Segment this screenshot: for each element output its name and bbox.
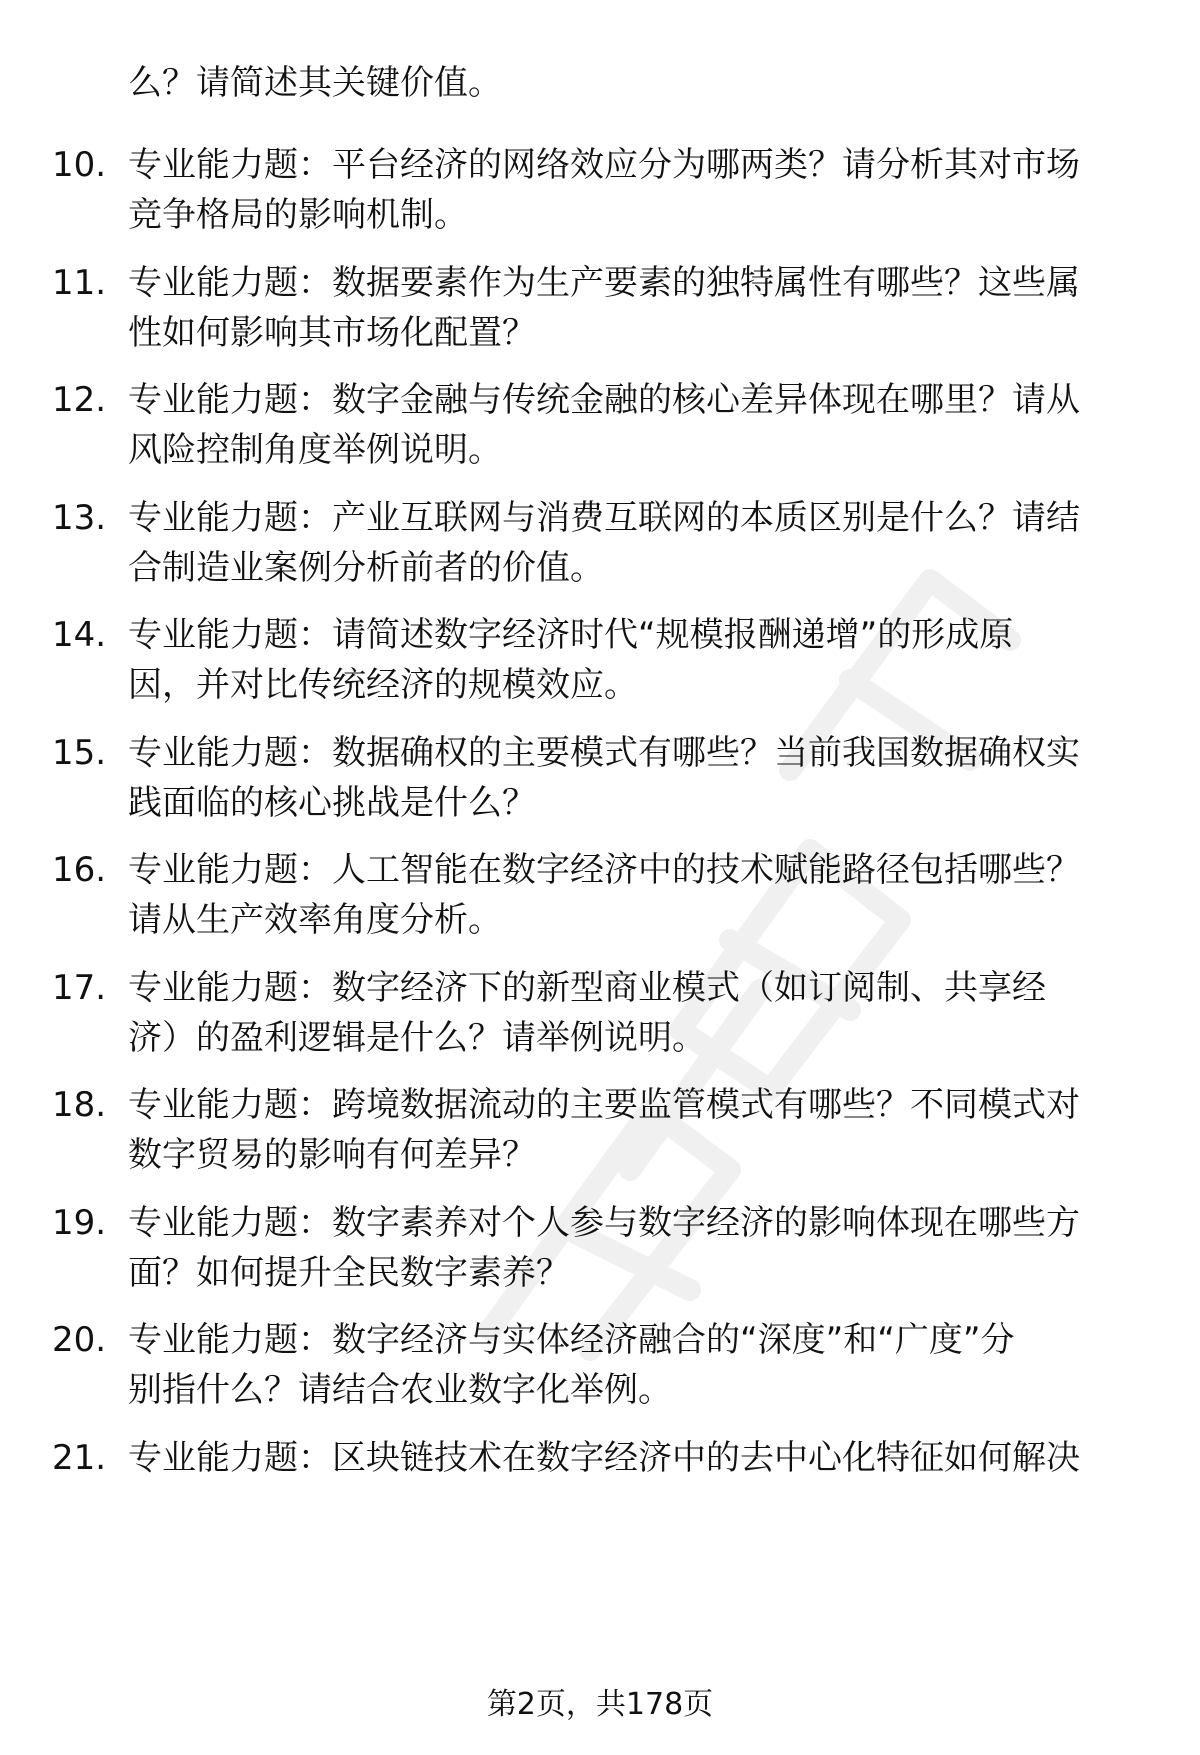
item-number: 20. bbox=[52, 1320, 107, 1360]
item-number: 18. bbox=[52, 1085, 107, 1125]
list-item bbox=[0, 140, 1200, 250]
list-item bbox=[0, 375, 1200, 485]
item-text-line-1: 专业能力题：区块链技术在数字经济中的去中心化特征如何解决 bbox=[128, 1438, 1080, 1478]
item-number: 10. bbox=[52, 145, 107, 185]
item-text-line-1: 专业能力题：跨境数据流动的主要监管模式有哪些？不同模式对 bbox=[128, 1085, 1080, 1125]
item-text-line-1: 专业能力题：数据要素作为生产要素的独特属性有哪些？这些属 bbox=[128, 263, 1080, 303]
item-number: 11. bbox=[52, 263, 107, 303]
page-footer: 第2页，共178页 bbox=[486, 1687, 714, 1722]
list-item bbox=[0, 258, 1200, 368]
item-text-line-2: 面？如何提升全民数字素养？ bbox=[128, 1253, 570, 1293]
list-item bbox=[0, 1315, 1200, 1425]
list-item bbox=[0, 963, 1200, 1073]
list-item bbox=[0, 1080, 1200, 1190]
item-number: 19. bbox=[52, 1203, 107, 1243]
item-number: 14. bbox=[52, 615, 107, 655]
item-text-line-2: 济）的盈利逻辑是什么？请举例说明。 bbox=[128, 1018, 706, 1058]
item-text-line-2: 风险控制角度举例说明。 bbox=[128, 430, 502, 470]
item-text-line-1: 专业能力题：数字经济与实体经济融合的“深度”和“广度”分 bbox=[128, 1320, 1015, 1360]
item-text-line-1: 专业能力题：人工智能在数字经济中的技术赋能路径包括哪些？ bbox=[128, 850, 1080, 890]
list-item bbox=[0, 1198, 1200, 1308]
list-item bbox=[0, 610, 1200, 720]
list-item bbox=[0, 493, 1200, 603]
item-text-line-1: 专业能力题：数据确权的主要模式有哪些？当前我国数据确权实 bbox=[128, 733, 1080, 773]
list-item bbox=[0, 728, 1200, 838]
item-text-line-2: 别指什么？请结合农业数字化举例。 bbox=[128, 1370, 672, 1410]
item-number: 16. bbox=[52, 850, 107, 890]
item-text-line-2: 因，并对比传统经济的规模效应。 bbox=[128, 665, 638, 705]
item-number: 12. bbox=[52, 380, 107, 420]
item-number: 17. bbox=[52, 968, 107, 1008]
item-text-line-2: 合制造业案例分析前者的价值。 bbox=[128, 548, 604, 588]
item-text-line-1: 专业能力题：数字金融与传统金融的核心差异体现在哪里？请从 bbox=[128, 380, 1080, 420]
item-text-line-1: 专业能力题：产业互联网与消费互联网的本质区别是什么？请结 bbox=[128, 498, 1080, 538]
item-number: 15. bbox=[52, 733, 107, 773]
item-text-line-2: 数字贸易的影响有何差异？ bbox=[128, 1135, 536, 1175]
item-text-line-2: 践面临的核心挑战是什么？ bbox=[128, 783, 536, 823]
list-item bbox=[0, 845, 1200, 955]
item-number: 21. bbox=[52, 1438, 107, 1478]
item-number: 13. bbox=[52, 498, 107, 538]
item-text-line-2: 性如何影响其市场化配置？ bbox=[128, 313, 536, 353]
list-item bbox=[0, 1433, 1200, 1543]
continuation-line: 么？请简述其关键价值。 bbox=[128, 63, 502, 103]
item-text-line-1: 专业能力题：数字经济下的新型商业模式（如订阅制、共享经 bbox=[128, 968, 1046, 1008]
item-text-line-1: 专业能力题：请简述数字经济时代“规模报酬递增”的形成原 bbox=[128, 615, 1014, 655]
item-text-line-2: 竞争格局的影响机制。 bbox=[128, 195, 468, 235]
item-text-line-2: 请从生产效率角度分析。 bbox=[128, 900, 502, 940]
item-text-line-1: 专业能力题：数字素养对个人参与数字经济的影响体现在哪些方 bbox=[128, 1203, 1080, 1243]
item-text-line-1: 专业能力题：平台经济的网络效应分为哪两类？请分析其对市场 bbox=[128, 145, 1080, 185]
